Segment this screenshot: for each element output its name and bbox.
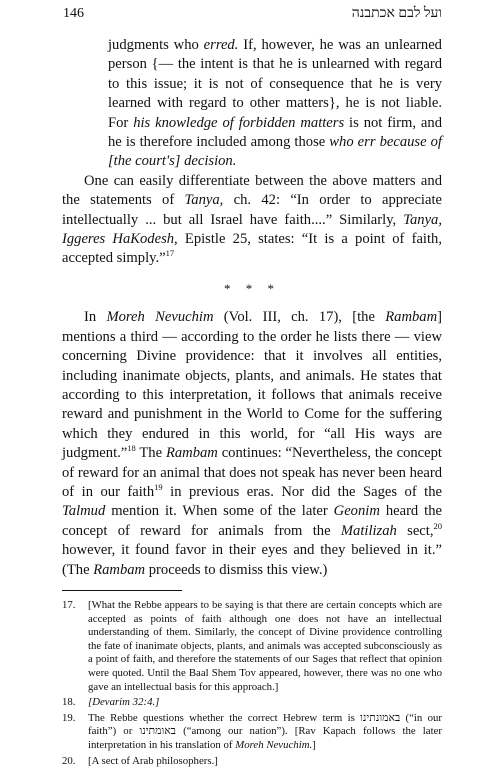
text-run: ] xyxy=(312,738,316,751)
italic-run: Rambam xyxy=(93,561,146,578)
main-text xyxy=(62,36,442,770)
italic-run: Moreh Nevuchim. xyxy=(235,738,313,751)
italic-run: Moreh Nevuchim xyxy=(106,309,214,326)
italic-run: Rambam xyxy=(165,445,218,462)
footnote-marker: 17 xyxy=(165,248,175,259)
italic-run: Tanya, xyxy=(184,192,224,209)
text-run: sect, xyxy=(396,522,434,539)
italic-run: Geonim xyxy=(333,503,380,520)
footnote-marker: 18 xyxy=(127,443,136,454)
text-run: judgments who xyxy=(108,37,204,53)
text-run: Epistle 25, states: “It is a point of faith, accepted simply.” xyxy=(62,231,442,267)
text-run: In xyxy=(84,309,107,326)
footnote-rule xyxy=(62,590,182,591)
running-header xyxy=(63,6,442,26)
italic-run: who err because of [the court's] decision. xyxy=(108,134,442,170)
footnote-18 xyxy=(62,696,442,710)
italic-run: Rambam xyxy=(385,309,438,326)
footnote-text: [What the Rebbe appears to be saying is that there are certain concepts which are accepted as points of faith although one does not have an intellectual understanding of them. Similarly, the concept of Divine providence controlling the fate of inanimate objects, plants, and animals was accepted subconsciously as a point of faith, and therefore the statements of our Sages that reflect that opinion were quoted. Until the Baal Shem Tov appeared, however, there was no one who gave an intellectual basis for this approach.] xyxy=(88,598,442,693)
paragraph-tanya xyxy=(62,172,442,269)
text-run: The Rebbe questions whether the correct Hebrew term is xyxy=(88,711,361,724)
footnote-number: 20. xyxy=(62,754,76,767)
footnote-19 xyxy=(62,712,442,753)
text-run: in previous eras. Nor did the Sages of the xyxy=(162,483,443,500)
quoted-paragraph xyxy=(62,36,442,172)
italic-run: erred. xyxy=(203,37,239,53)
text-run: heard the concept of reward for animals from the xyxy=(62,503,442,539)
italic-run: Tanya, Iggeres HaKodesh, xyxy=(62,211,442,248)
hebrew-term: באמונתינו xyxy=(360,711,401,724)
footnote-17 xyxy=(62,599,442,694)
text-run: (“in our faith”) or xyxy=(88,711,443,738)
footnote-text: [Devarim 32:4.] xyxy=(88,696,160,709)
text-run: If, however, he was an unlearned person {— the intent is that he is unlearned with regard to this issue; it is not of consequence that he is very learned with regard to other matters}, he is not liable. For xyxy=(108,37,442,131)
footnote-number: 17. xyxy=(62,598,76,611)
page-number: 146 xyxy=(63,6,84,21)
footnote-20 xyxy=(62,755,442,769)
text-run: however, it found favor in their eyes and they believed in it.” (The xyxy=(62,542,442,578)
footnote-marker: 20 xyxy=(433,520,442,531)
text-run: proceeds to dismiss this view.) xyxy=(145,561,328,578)
italic-run: Talmud xyxy=(62,503,106,520)
text-run: mention it. When some of the later xyxy=(105,503,334,520)
text-run: One can easily differentiate between the above matters and the statements of xyxy=(62,172,442,209)
text-run: (Vol. III, ch. 17), [the xyxy=(213,309,386,326)
text-run: is not firm, and he is therefore included among those xyxy=(108,114,442,151)
section-divider: * * * xyxy=(224,280,280,296)
footnote-number: 19. xyxy=(62,711,76,724)
text-run: The xyxy=(135,445,166,462)
text-run: ch. 42: “In order to appreciate intellectually ... but all Israel have faith....” Similarly, xyxy=(62,192,442,228)
paragraph-moreh-nevuchim xyxy=(62,308,442,580)
italic-run: his knowledge of forbidden matters xyxy=(133,114,345,131)
footnote-text: [A sect of Arab philosophers.] xyxy=(88,754,218,767)
footnote-number: 18. xyxy=(62,696,76,709)
footnote-text xyxy=(88,712,442,753)
text-run: (“among our nation”). [Rav Kapach follows the later interpretation in his translation of xyxy=(88,725,442,751)
running-title-hebrew: ועל לבם אכתבנה xyxy=(351,6,442,21)
italic-run: Matilizah xyxy=(340,522,397,539)
text-run: continues: “Nevertheless, the concept of reward for an animal that does not speak has never been heard of in our faith xyxy=(62,445,442,500)
text-run: ] mentions a third — according to the order he lists there — view concerning Divine providence: that it involves all entities, including inanimate objects, plants, and animals. He states that according to this interpretation, it follows that animals receive reward and punishment in the World to Come for the suffering which they endured in this world, for “all His ways are judgment.” xyxy=(62,309,443,462)
footnote-marker: 19 xyxy=(154,482,163,493)
hebrew-term: באומתינו xyxy=(139,725,176,738)
